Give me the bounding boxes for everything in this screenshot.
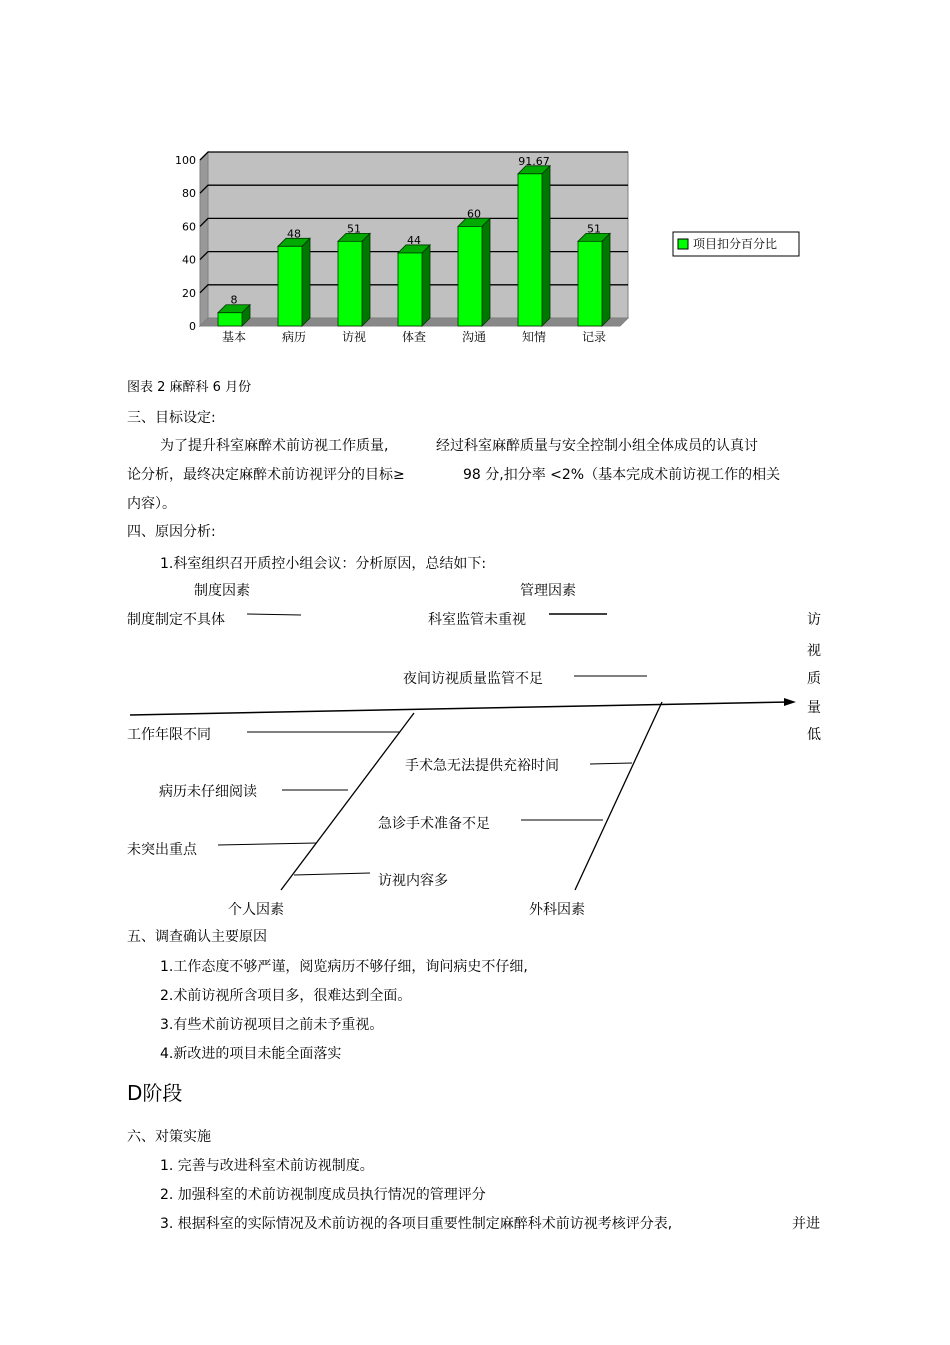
cause-label: 制度制定不具体 bbox=[127, 612, 225, 628]
section-3-title: 三、目标设定: bbox=[127, 410, 216, 426]
bar bbox=[218, 305, 250, 326]
section-3-text-1b: 经过科室麻醉质量与安全控制小组全体成员的认真讨 bbox=[436, 438, 758, 454]
plot-side-wall bbox=[200, 152, 208, 326]
cause-label: 急诊手术准备不足 bbox=[378, 816, 490, 832]
x-tick-label: 沟通 bbox=[461, 330, 487, 344]
effect-char: 量 bbox=[807, 700, 821, 716]
list-item: 4.新改进的项目未能全面落实 bbox=[160, 1046, 342, 1062]
section-3-text-2b: 98 分,扣分率 <2%（基本完成术前访视工作的相关 bbox=[463, 467, 781, 483]
y-tick-label: 40 bbox=[182, 253, 196, 267]
bar bbox=[578, 233, 610, 326]
cause-label: 病历未仔细阅读 bbox=[159, 784, 257, 800]
list-item-tail: 并进 bbox=[792, 1216, 820, 1232]
x-tick-label: 病历 bbox=[281, 330, 307, 344]
list-item: 3. 根据科室的实际情况及术前访视的各项目重要性制定麻醉科术前访视考核评分表, bbox=[160, 1216, 673, 1232]
bar-value-label: 8 bbox=[230, 293, 238, 307]
chart-caption: 图表 2 麻醉科 6 月份 bbox=[127, 380, 252, 395]
x-tick-label: 知情 bbox=[521, 330, 547, 344]
bar bbox=[458, 218, 490, 326]
effect-char: 质 bbox=[807, 671, 821, 687]
x-tick-label: 体查 bbox=[401, 330, 427, 344]
y-tick-label: 0 bbox=[189, 320, 196, 333]
cause-label: 访视内容多 bbox=[378, 873, 448, 889]
cause-label: 夜间访视质量监管不足 bbox=[403, 671, 543, 687]
category-personal: 个人因素 bbox=[228, 902, 284, 918]
section-4-intro: 1.科室组织召开质控小组会议：分析原因，总结如下: bbox=[160, 556, 487, 572]
section-6-title: 六、对策实施 bbox=[127, 1129, 211, 1145]
legend-label: 项目扣分百分比 bbox=[693, 237, 778, 251]
y-tick-label: 100 bbox=[175, 154, 196, 167]
cause-label: 科室监管未重视 bbox=[428, 612, 526, 628]
bar-value-label: 44 bbox=[407, 233, 421, 247]
list-item: 1.工作态度不够严谨，阅览病历不够仔细，询问病史不仔细, bbox=[160, 959, 528, 975]
legend-swatch bbox=[678, 239, 688, 249]
section-3-text-3: 内容）。 bbox=[127, 496, 176, 512]
chart-legend bbox=[673, 232, 799, 256]
bar-value-label: 51 bbox=[587, 222, 601, 236]
x-tick-label: 访视 bbox=[341, 330, 367, 344]
category-system: 制度因素 bbox=[194, 583, 250, 599]
y-tick-label: 20 bbox=[182, 286, 196, 300]
effect-char: 低 bbox=[807, 727, 821, 743]
bar-chart bbox=[160, 140, 820, 350]
bar-value-label: 91.67 bbox=[518, 154, 550, 168]
y-tick-label: 80 bbox=[182, 187, 196, 201]
list-item: 3.有些术前访视项目之前未予重视。 bbox=[160, 1017, 384, 1033]
effect-char: 访 bbox=[807, 612, 821, 628]
bar-value-label: 48 bbox=[287, 227, 301, 241]
x-axis-ticks bbox=[222, 329, 606, 344]
bar bbox=[518, 166, 550, 326]
bar-value-label: 60 bbox=[467, 207, 481, 221]
x-tick-label: 记录 bbox=[581, 330, 607, 344]
phase-heading: D阶段 bbox=[127, 1081, 183, 1105]
section-3-text-1a: 为了提升科室麻醉术前访视工作质量, bbox=[160, 438, 389, 454]
effect-char: 视 bbox=[807, 643, 821, 659]
section-4-title: 四、原因分析: bbox=[127, 524, 216, 540]
list-item: 1. 完善与改进科室术前访视制度。 bbox=[160, 1158, 374, 1174]
y-tick-label: 60 bbox=[182, 220, 196, 234]
cause-label: 工作年限不同 bbox=[127, 727, 211, 743]
cause-label: 手术急无法提供充裕时间 bbox=[405, 758, 559, 774]
cause-label: 未突出重点 bbox=[127, 842, 197, 858]
section-3-text-2a: 论分析，最终决定麻醉术前访视评分的目标≥ bbox=[127, 467, 405, 483]
category-management: 管理因素 bbox=[520, 583, 576, 599]
list-item: 2. 加强科室的术前访视制度成员执行情况的管理评分 bbox=[160, 1187, 486, 1203]
bar-value-label: 51 bbox=[347, 222, 361, 236]
x-tick-label: 基本 bbox=[221, 330, 247, 344]
section-5-title: 五、调查确认主要原因 bbox=[127, 929, 267, 945]
list-item: 2.术前访视所含项目多，很难达到全面。 bbox=[160, 988, 412, 1004]
y-axis-ticks bbox=[175, 154, 196, 333]
bar bbox=[338, 233, 370, 326]
bar bbox=[278, 238, 310, 326]
bar bbox=[398, 245, 430, 326]
category-surgical: 外科因素 bbox=[529, 902, 585, 918]
